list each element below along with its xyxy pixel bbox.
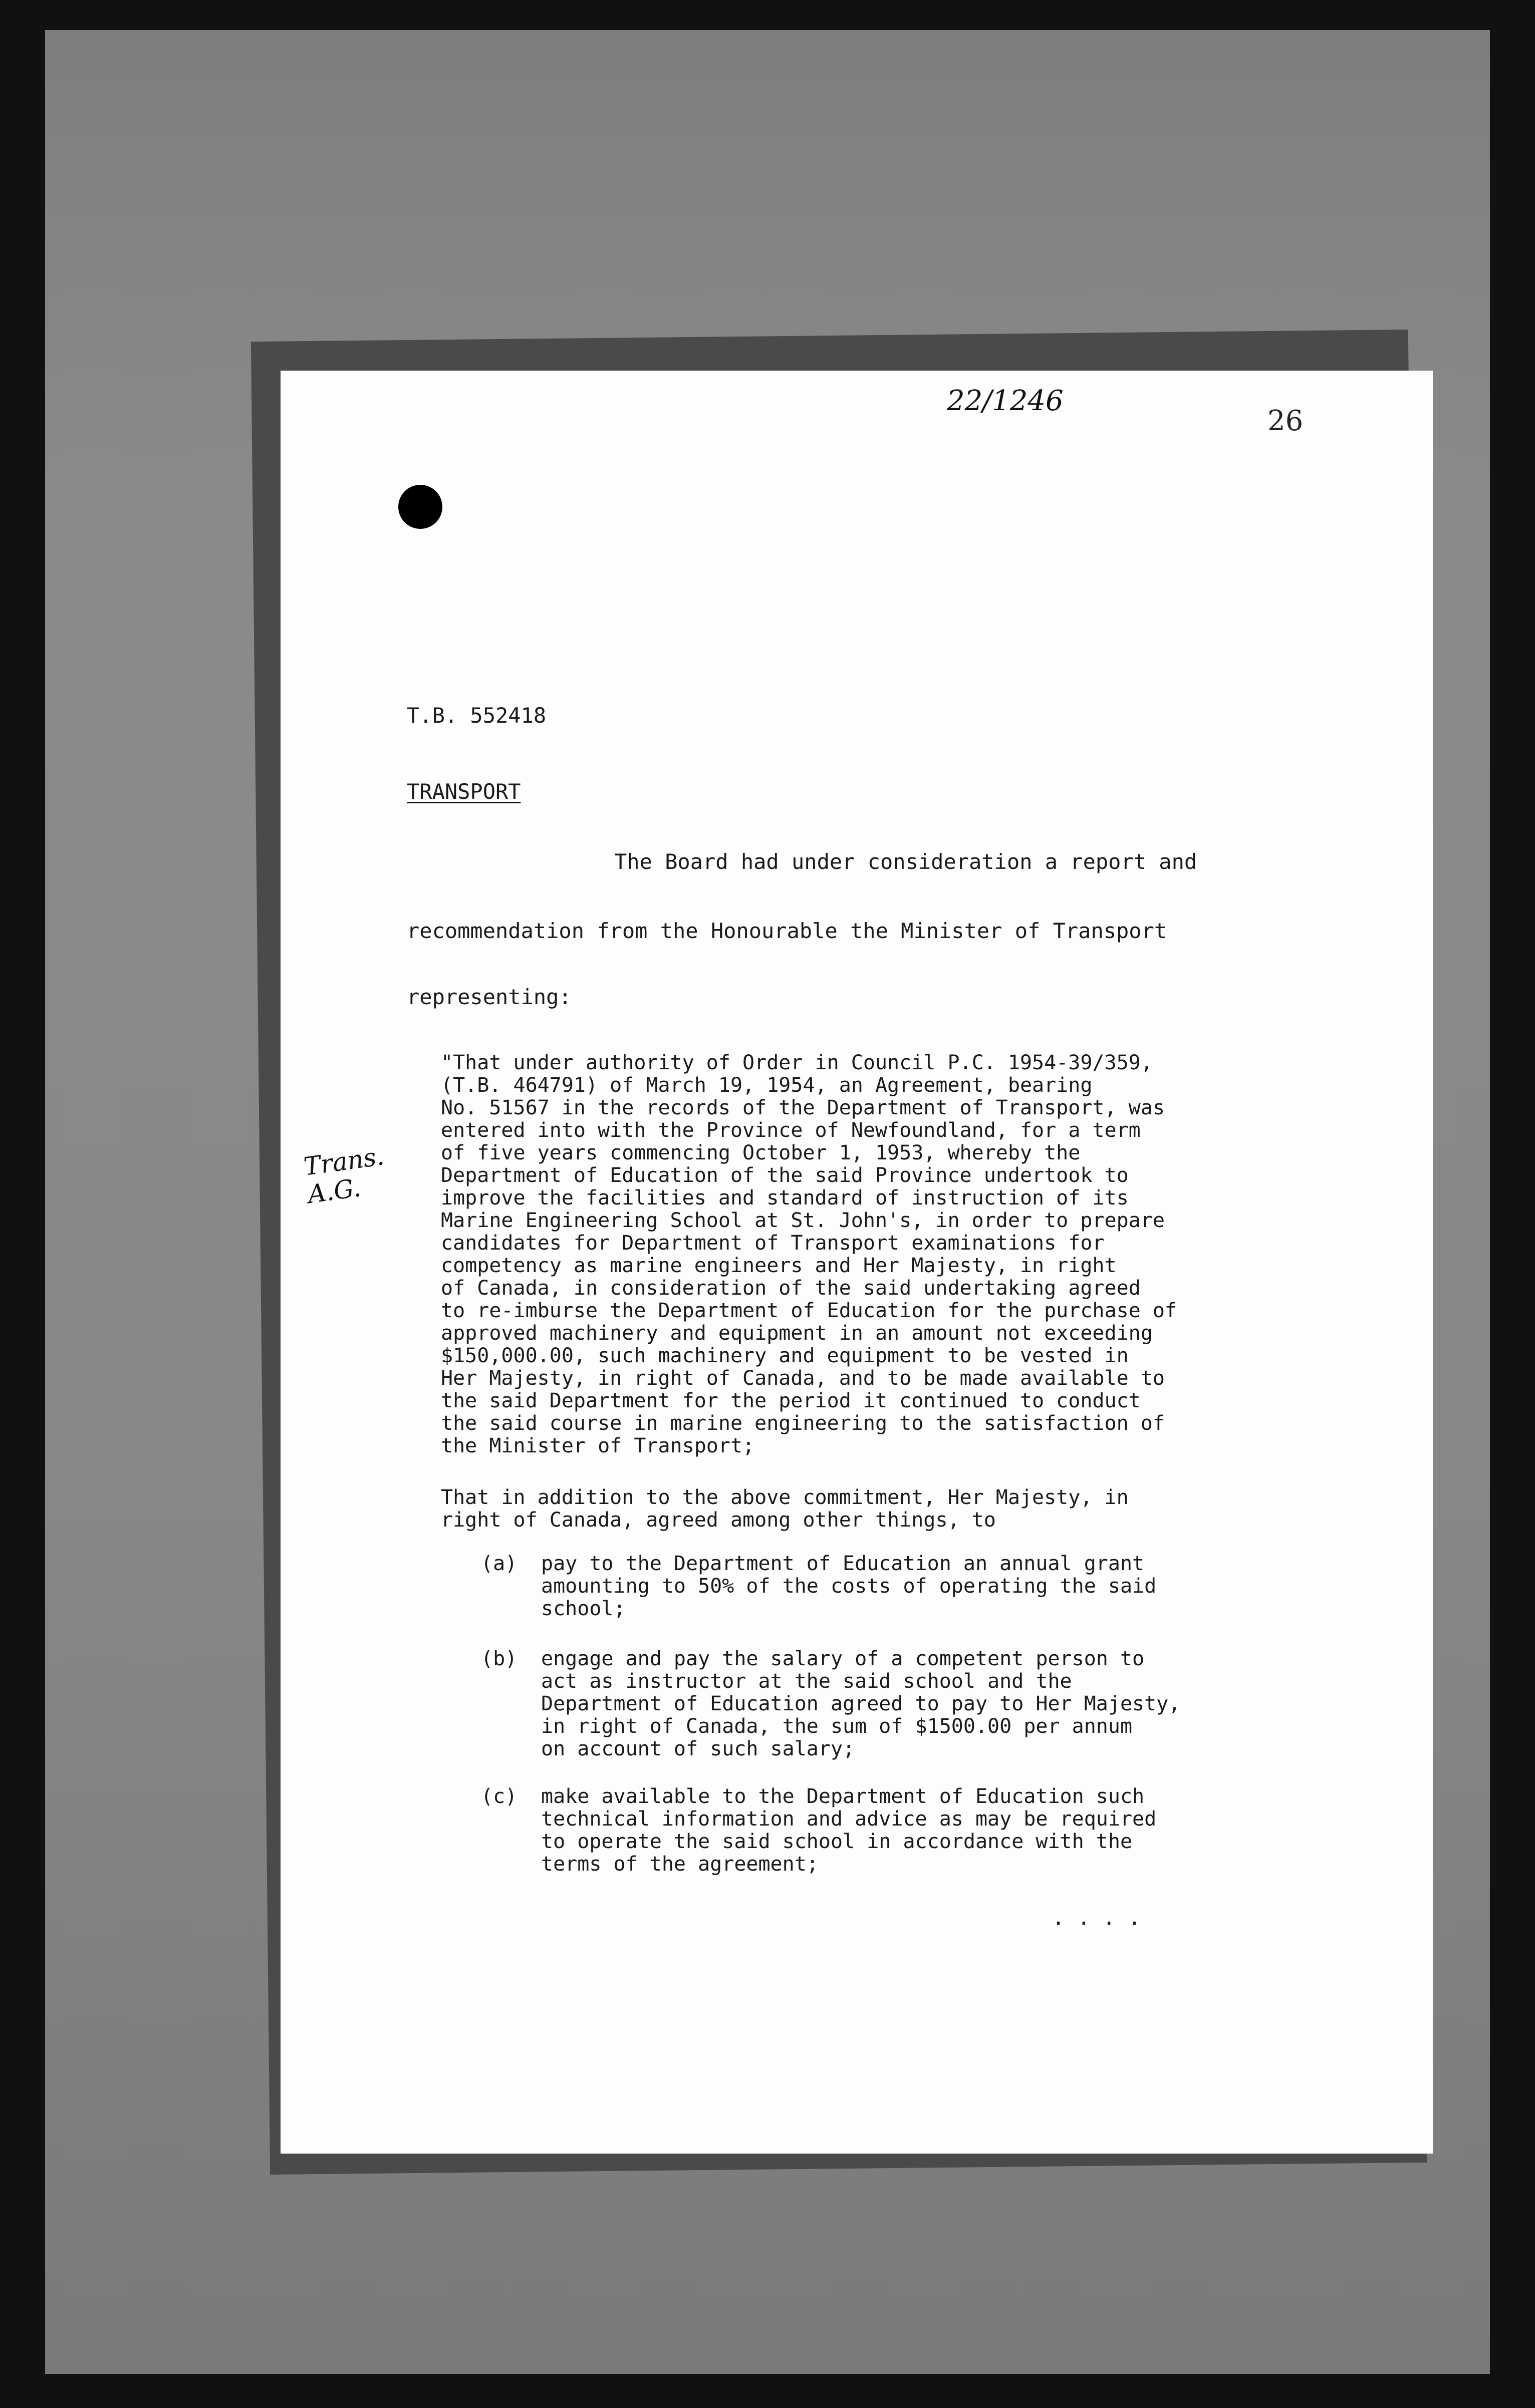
intro-line-3: representing: bbox=[407, 985, 572, 1009]
margin-note: Trans. A.G. bbox=[302, 1141, 386, 1210]
page-number: 26 bbox=[1267, 405, 1304, 437]
continuation-marks: . . . . bbox=[1052, 1905, 1141, 1930]
list-item-label: (b) bbox=[481, 1647, 518, 1670]
intro-line-1: The Board had under consideration a report and bbox=[614, 849, 1197, 874]
list-item-text: make available to the Department of Education such technical information and advice as may be required to operate the said school in accordance with the terms of the agreement; bbox=[541, 1785, 1157, 1876]
intro-line-2: recommendation from the Honourable the Minister of Transport bbox=[407, 919, 1167, 943]
list-item-label: (c) bbox=[481, 1785, 518, 1808]
commitment-paragraph: That in addition to the above commitment, Her Majesty, in right of Canada, agreed among other things, to bbox=[441, 1486, 1129, 1532]
list-item-text: engage and pay the salary of a competent person to act as instructor at the said school and the Department of Education agreed to pay to Her Majesty, in right of Canada, the sum of $1500.00 per annum on account of such salary; bbox=[541, 1647, 1181, 1760]
section-heading: TRANSPORT bbox=[407, 779, 521, 804]
list-item-text: pay to the Department of Education an annual grant amounting to 50% of the costs of operating the said school; bbox=[541, 1552, 1157, 1620]
list-item-label: (a) bbox=[481, 1552, 518, 1575]
quoted-paragraph: "That under authority of Order in Council P.C. 1954-39/359, (T.B. 464791) of March 19, 1954, an Agreement, bearing No. 51567 in the records of the Department of Transport, was entered into with the Province of Newfoundland, for a term of five years commencing October 1, 1953, whereby the Department of Education of the said Province undertook to improve the facilities and standard of instruction of its Marine Engineering School at St. John's, in order to prepare candidates for Department of Transport examinations for competency as marine engineers and Her Majesty, in right of Canada, in consideration of the said undertaking agreed to re-imburse the Department of Education for the purchase of approved machinery and equipment in an amount not exceeding $150,000.00, such machinery and equipment to be vested in Her Majesty, in right of Canada, and to be made available to the said Department for the period it continued to conduct the said course in marine engineering to the satisfaction of the Minister of Transport; bbox=[441, 1051, 1177, 1457]
reference-number: T.B. 552418 bbox=[407, 703, 547, 728]
file-number: 22/1246 bbox=[947, 385, 1064, 417]
punch-hole bbox=[398, 485, 442, 529]
